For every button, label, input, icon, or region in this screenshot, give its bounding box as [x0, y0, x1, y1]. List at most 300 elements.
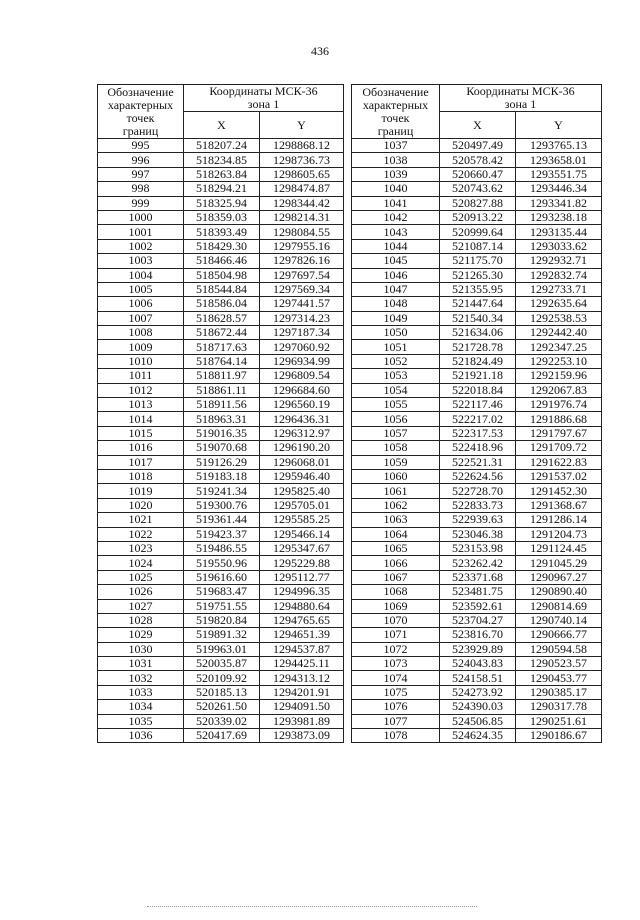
x-cell: 519550.96: [184, 556, 260, 570]
table-row: [352, 657, 602, 671]
x-header: X: [184, 112, 260, 139]
point-id-cell: 1064: [352, 527, 440, 541]
point-id-cell: 1001: [98, 225, 184, 239]
point-id-cell: 1073: [352, 657, 440, 671]
x-cell: 521540.34: [440, 311, 516, 325]
point-label-line: характерных: [362, 97, 429, 112]
point-id-cell: 1072: [352, 642, 440, 656]
x-cell: 518504.98: [184, 268, 260, 282]
table-row: [98, 599, 344, 613]
table-row: [352, 340, 602, 354]
x-header: X: [440, 112, 516, 139]
point-id-cell: 1058: [352, 441, 440, 455]
x-cell: 524624.35: [440, 729, 516, 743]
table-row: [352, 354, 602, 368]
table-row: [98, 484, 344, 498]
x-cell: 523046.38: [440, 527, 516, 541]
y-cell: 1295347.67: [260, 541, 344, 555]
table-body-right: [352, 139, 602, 743]
point-id-cell: 1016: [98, 441, 184, 455]
y-cell: 1291622.83: [516, 455, 602, 469]
x-cell: 519751.55: [184, 599, 260, 613]
y-cell: 1291452.30: [516, 484, 602, 498]
y-header: Y: [260, 112, 344, 139]
table-row: [98, 657, 344, 671]
x-cell: 519070.68: [184, 441, 260, 455]
x-cell: 522317.53: [440, 426, 516, 440]
x-cell: 520497.49: [440, 139, 516, 153]
coordinates-table-left: [97, 84, 344, 743]
point-id-cell: 1015: [98, 426, 184, 440]
x-cell: 524158.51: [440, 671, 516, 685]
table-row: [352, 441, 602, 455]
point-id-cell: 1005: [98, 282, 184, 296]
x-cell: 518628.57: [184, 311, 260, 325]
x-cell: 520417.69: [184, 729, 260, 743]
x-cell: 520261.50: [184, 700, 260, 714]
y-cell: 1293981.89: [260, 714, 344, 728]
y-cell: 1292442.40: [516, 326, 602, 340]
x-cell: 524390.03: [440, 700, 516, 714]
point-id-cell: 1050: [352, 326, 440, 340]
y-cell: 1293551.75: [516, 167, 602, 181]
y-cell: 1293658.01: [516, 153, 602, 167]
y-cell: 1292932.71: [516, 254, 602, 268]
table-row: [98, 182, 344, 196]
x-cell: 521921.18: [440, 369, 516, 383]
y-cell: 1290890.40: [516, 585, 602, 599]
y-cell: 1290453.77: [516, 671, 602, 685]
x-cell: 519300.76: [184, 498, 260, 512]
point-id-cell: 1041: [352, 196, 440, 210]
x-cell: 518393.49: [184, 225, 260, 239]
point-label-line: характерных: [107, 97, 174, 112]
table-row: [98, 556, 344, 570]
table-row: [98, 729, 344, 743]
table-row: [352, 700, 602, 714]
table-row: [98, 642, 344, 656]
table-row: [98, 268, 344, 282]
y-cell: 1292538.53: [516, 311, 602, 325]
y-cell: 1291537.02: [516, 469, 602, 483]
x-cell: 520578.42: [440, 153, 516, 167]
x-cell: 518963.31: [184, 412, 260, 426]
point-id-cell: 1004: [98, 268, 184, 282]
page-number: 436: [311, 44, 329, 58]
point-id-cell: 1000: [98, 210, 184, 224]
x-cell: 523816.70: [440, 628, 516, 642]
x-cell: 520660.47: [440, 167, 516, 181]
x-cell: 523704.27: [440, 613, 516, 627]
table-row: [352, 167, 602, 181]
point-id-cell: 1068: [352, 585, 440, 599]
table-row: [352, 469, 602, 483]
x-cell: 521728.78: [440, 340, 516, 354]
table-row: [98, 570, 344, 584]
table-row: [352, 398, 602, 412]
point-id-cell: 1062: [352, 498, 440, 512]
x-cell: 522728.70: [440, 484, 516, 498]
y-cell: 1295466.14: [260, 527, 344, 541]
y-cell: 1291124.45: [516, 541, 602, 555]
table-row: [98, 585, 344, 599]
y-cell: 1298605.65: [260, 167, 344, 181]
x-cell: 521634.06: [440, 326, 516, 340]
table-row: [98, 340, 344, 354]
table-row: [98, 239, 344, 253]
table-row: [352, 729, 602, 743]
y-cell: 1293341.82: [516, 196, 602, 210]
x-cell: 519616.60: [184, 570, 260, 584]
table-row: [98, 700, 344, 714]
x-cell: 522521.31: [440, 455, 516, 469]
point-id-cell: 1057: [352, 426, 440, 440]
table-row: [352, 498, 602, 512]
bottom-scan-mark: [147, 906, 477, 907]
y-cell: 1291886.68: [516, 412, 602, 426]
x-cell: 524043.83: [440, 657, 516, 671]
point-id-cell: 1036: [98, 729, 184, 743]
x-cell: 518466.46: [184, 254, 260, 268]
point-id-cell: 1008: [98, 326, 184, 340]
y-cell: 1292733.71: [516, 282, 602, 296]
point-id-cell: 1065: [352, 541, 440, 555]
point-id-cell: 995: [98, 139, 184, 153]
point-id-cell: 999: [98, 196, 184, 210]
point-id-cell: 1023: [98, 541, 184, 555]
table-row: [98, 153, 344, 167]
y-cell: 1296809.54: [260, 369, 344, 383]
table-row: [98, 196, 344, 210]
x-cell: 519423.37: [184, 527, 260, 541]
x-cell: 518294.21: [184, 182, 260, 196]
y-cell: 1295705.01: [260, 498, 344, 512]
point-id-cell: 1048: [352, 297, 440, 311]
y-cell: 1290967.27: [516, 570, 602, 584]
point-label-line: Обозначение: [107, 84, 174, 99]
table-row: [352, 613, 602, 627]
point-id-cell: 1042: [352, 210, 440, 224]
table-body-left: [98, 139, 344, 743]
table-row: [352, 239, 602, 253]
x-cell: 522624.56: [440, 469, 516, 483]
table-row: [352, 326, 602, 340]
table-row: [98, 254, 344, 268]
y-cell: 1294765.65: [260, 613, 344, 627]
point-id-cell: 1078: [352, 729, 440, 743]
point-label-line: границ: [377, 123, 414, 138]
point-id-cell: 1075: [352, 685, 440, 699]
y-cell: 1296312.97: [260, 426, 344, 440]
y-cell: 1292159.96: [516, 369, 602, 383]
point-id-cell: 1067: [352, 570, 440, 584]
coord-group-header: [184, 85, 344, 112]
x-cell: 521355.95: [440, 282, 516, 296]
y-cell: 1298084.55: [260, 225, 344, 239]
table-row: [352, 268, 602, 282]
coordinates-tables: [97, 84, 602, 743]
y-cell: 1295946.40: [260, 469, 344, 483]
table-row: [98, 398, 344, 412]
table-row: [352, 196, 602, 210]
x-cell: 519183.18: [184, 469, 260, 483]
table-row: [98, 426, 344, 440]
point-label-line: точек: [381, 110, 410, 125]
table-row: [98, 527, 344, 541]
y-cell: 1292635.64: [516, 297, 602, 311]
x-cell: 520999.64: [440, 225, 516, 239]
y-cell: 1297826.16: [260, 254, 344, 268]
point-id-cell: 1056: [352, 412, 440, 426]
table-row: [352, 599, 602, 613]
point-id-cell: 1030: [98, 642, 184, 656]
table-row: [98, 326, 344, 340]
table-row: [98, 628, 344, 642]
table-row: [98, 513, 344, 527]
point-id-cell: 1070: [352, 613, 440, 627]
point-id-cell: 1051: [352, 340, 440, 354]
y-cell: 1293135.44: [516, 225, 602, 239]
y-cell: 1291045.29: [516, 556, 602, 570]
point-id-cell: 1069: [352, 599, 440, 613]
table-row: [352, 714, 602, 728]
table-row: [352, 426, 602, 440]
table-row: [98, 498, 344, 512]
x-cell: 518717.63: [184, 340, 260, 354]
x-cell: 523929.89: [440, 642, 516, 656]
point-id-cell: 1033: [98, 685, 184, 699]
x-cell: 520743.62: [440, 182, 516, 196]
x-cell: 518764.14: [184, 354, 260, 368]
y-cell: 1298214.31: [260, 210, 344, 224]
table-row: [98, 225, 344, 239]
point-id-cell: 1053: [352, 369, 440, 383]
x-cell: 519126.29: [184, 455, 260, 469]
y-cell: 1297569.34: [260, 282, 344, 296]
x-cell: 522217.02: [440, 412, 516, 426]
table-row: [352, 383, 602, 397]
table-row: [352, 254, 602, 268]
point-id-cell: 1011: [98, 369, 184, 383]
coordinates-table-right: [351, 84, 602, 743]
y-cell: 1290385.17: [516, 685, 602, 699]
x-cell: 520339.02: [184, 714, 260, 728]
point-id-cell: 1038: [352, 153, 440, 167]
y-cell: 1293033.62: [516, 239, 602, 253]
point-id-cell: 1040: [352, 182, 440, 196]
x-cell: 519486.55: [184, 541, 260, 555]
table-row: [98, 412, 344, 426]
table-row: [98, 297, 344, 311]
table-row: [98, 541, 344, 555]
x-cell: 522117.46: [440, 398, 516, 412]
x-cell: 521175.70: [440, 254, 516, 268]
table-row: [98, 139, 344, 153]
table-row: [98, 369, 344, 383]
x-cell: 518911.56: [184, 398, 260, 412]
table-row: [352, 513, 602, 527]
x-cell: 520185.13: [184, 685, 260, 699]
point-id-cell: 1059: [352, 455, 440, 469]
y-cell: 1293765.13: [516, 139, 602, 153]
table-row: [352, 685, 602, 699]
y-cell: 1297187.34: [260, 326, 344, 340]
y-cell: 1290814.69: [516, 599, 602, 613]
x-cell: 518325.94: [184, 196, 260, 210]
y-header: Y: [516, 112, 602, 139]
y-cell: 1290186.67: [516, 729, 602, 743]
x-cell: 522939.63: [440, 513, 516, 527]
point-id-cell: 1026: [98, 585, 184, 599]
point-id-cell: 1066: [352, 556, 440, 570]
coord-group-line: Координаты МСК-36: [209, 84, 318, 98]
coord-group-line: зона 1: [247, 97, 280, 111]
y-cell: 1298736.73: [260, 153, 344, 167]
point-id-cell: 1076: [352, 700, 440, 714]
table-row: [352, 369, 602, 383]
y-cell: 1295825.40: [260, 484, 344, 498]
table-row: [98, 671, 344, 685]
table-row: [352, 585, 602, 599]
x-cell: 518861.11: [184, 383, 260, 397]
y-cell: 1295229.88: [260, 556, 344, 570]
table-row: [98, 282, 344, 296]
y-cell: 1297060.92: [260, 340, 344, 354]
point-id-cell: 1044: [352, 239, 440, 253]
y-cell: 1290251.61: [516, 714, 602, 728]
x-cell: 519361.44: [184, 513, 260, 527]
point-id-cell: 1045: [352, 254, 440, 268]
y-cell: 1294996.35: [260, 585, 344, 599]
y-cell: 1296684.60: [260, 383, 344, 397]
point-id-cell: 1035: [98, 714, 184, 728]
y-cell: 1290740.14: [516, 613, 602, 627]
y-cell: 1293238.18: [516, 210, 602, 224]
y-cell: 1296436.31: [260, 412, 344, 426]
table-row: [98, 167, 344, 181]
table-row: [98, 685, 344, 699]
y-cell: 1298344.42: [260, 196, 344, 210]
point-label-header: [98, 85, 184, 139]
point-id-cell: 997: [98, 167, 184, 181]
y-cell: 1296068.01: [260, 455, 344, 469]
point-id-cell: 1020: [98, 498, 184, 512]
y-cell: 1294880.64: [260, 599, 344, 613]
point-id-cell: 1061: [352, 484, 440, 498]
point-id-cell: 1063: [352, 513, 440, 527]
x-cell: 521265.30: [440, 268, 516, 282]
y-cell: 1294537.87: [260, 642, 344, 656]
y-cell: 1291368.67: [516, 498, 602, 512]
y-cell: 1291797.67: [516, 426, 602, 440]
x-cell: 518544.84: [184, 282, 260, 296]
table-row: [352, 412, 602, 426]
y-cell: 1292347.25: [516, 340, 602, 354]
coord-group-line: зона 1: [504, 97, 537, 111]
y-cell: 1294201.91: [260, 685, 344, 699]
y-cell: 1291204.73: [516, 527, 602, 541]
x-cell: 518263.84: [184, 167, 260, 181]
point-id-cell: 1003: [98, 254, 184, 268]
table-row: [352, 527, 602, 541]
table-row: [352, 455, 602, 469]
point-id-cell: 1021: [98, 513, 184, 527]
table-row: [352, 642, 602, 656]
table-row: [352, 210, 602, 224]
x-cell: 524506.85: [440, 714, 516, 728]
x-cell: 518207.24: [184, 139, 260, 153]
table-row: [98, 354, 344, 368]
point-id-cell: 1054: [352, 383, 440, 397]
point-id-cell: 1029: [98, 628, 184, 642]
table-row: [98, 383, 344, 397]
point-id-cell: 1037: [352, 139, 440, 153]
point-id-cell: 1047: [352, 282, 440, 296]
y-cell: 1296560.19: [260, 398, 344, 412]
table-row: [352, 628, 602, 642]
y-cell: 1292067.83: [516, 383, 602, 397]
point-id-cell: 1022: [98, 527, 184, 541]
table-row: [98, 311, 344, 325]
point-id-cell: 1017: [98, 455, 184, 469]
x-cell: 523262.42: [440, 556, 516, 570]
y-cell: 1292832.74: [516, 268, 602, 282]
x-cell: 523481.75: [440, 585, 516, 599]
y-cell: 1290666.77: [516, 628, 602, 642]
y-cell: 1297955.16: [260, 239, 344, 253]
x-cell: 520035.87: [184, 657, 260, 671]
point-id-cell: 1043: [352, 225, 440, 239]
point-id-cell: 996: [98, 153, 184, 167]
table-row: [98, 210, 344, 224]
x-cell: 518429.30: [184, 239, 260, 253]
x-cell: 521447.64: [440, 297, 516, 311]
x-cell: 518672.44: [184, 326, 260, 340]
x-cell: 519241.34: [184, 484, 260, 498]
point-id-cell: 1014: [98, 412, 184, 426]
x-cell: 520913.22: [440, 210, 516, 224]
table-row: [98, 613, 344, 627]
table-row: [352, 311, 602, 325]
point-id-cell: 1018: [98, 469, 184, 483]
y-cell: 1291286.14: [516, 513, 602, 527]
x-cell: 519963.01: [184, 642, 260, 656]
point-id-cell: 1039: [352, 167, 440, 181]
x-cell: 522018.84: [440, 383, 516, 397]
point-id-cell: 1034: [98, 700, 184, 714]
table-row: [352, 484, 602, 498]
point-label-line: Обозначение: [362, 84, 429, 99]
y-cell: 1291976.74: [516, 398, 602, 412]
x-cell: 518811.97: [184, 369, 260, 383]
point-id-cell: 1025: [98, 570, 184, 584]
y-cell: 1296190.20: [260, 441, 344, 455]
x-cell: 519891.32: [184, 628, 260, 642]
y-cell: 1295112.77: [260, 570, 344, 584]
x-cell: 523371.68: [440, 570, 516, 584]
point-id-cell: 1049: [352, 311, 440, 325]
x-cell: 524273.92: [440, 685, 516, 699]
x-cell: 519683.47: [184, 585, 260, 599]
table-row: [352, 225, 602, 239]
point-id-cell: 1055: [352, 398, 440, 412]
table-row: [352, 671, 602, 685]
table-row: [352, 541, 602, 555]
point-id-cell: 1028: [98, 613, 184, 627]
table-row: [352, 139, 602, 153]
point-label-line: точек: [126, 110, 155, 125]
point-id-cell: 1024: [98, 556, 184, 570]
